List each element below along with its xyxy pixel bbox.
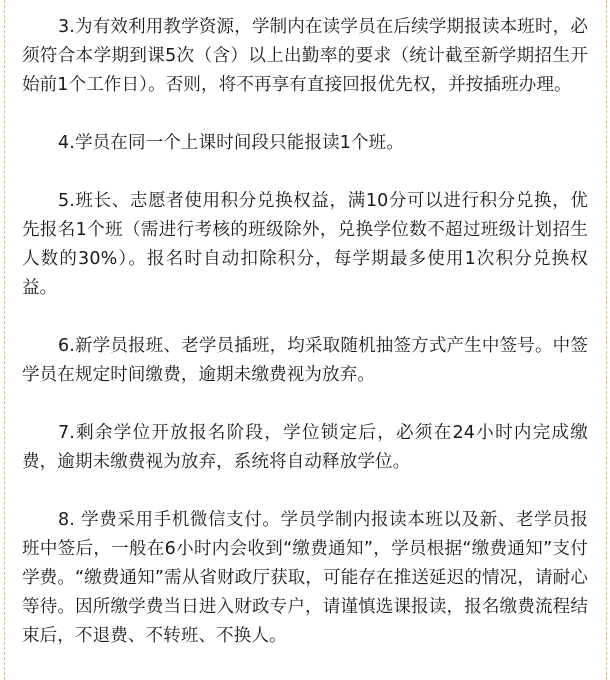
paragraph-spacer <box>22 477 588 506</box>
rule-paragraph-4: 4.学员在同一个上课时间段只能报读1个班。 <box>58 133 404 153</box>
rule-paragraph-5: 5.班长、志愿者使用积分兑换权益，满10分可以进行积分兑换，优先报名1个班（需进行考核的班级除外，兑换学位数不超过班级计划招生人数的30%）。报名时自动扣除积分，每学期最多使用1次积分兑换权益。 <box>22 191 588 298</box>
rule-paragraph-8: 8. 学费采用手机微信支付。学员学制内报读本班以及新、老学员报班中签后，一般在6小时内会收到“缴费通知”，学员根据“缴费通知”支付学费。“缴费通知”需从省财政厅获取，可能存在推送延迟的情况，请耐心等待。因所缴学费当日进入财政专户，请谨慎选课报读，报名缴费流程结束后，不退费、不转班、不换人。 <box>22 510 588 646</box>
paragraph-spacer <box>22 158 588 187</box>
paragraph-spacer <box>22 303 588 332</box>
paragraph-spacer <box>22 390 588 419</box>
rule-paragraph-3: 3.为有效利用教学资源，学制内在读学员在后续学期报读本班时，必须符合本学期到课5次（含）以上出勤率的要求（统计截至新学期招生开始前1个工作日）。否则，将不再享有直接回报优先权，并按插班办理。 <box>22 17 588 95</box>
paragraph-spacer <box>22 100 588 129</box>
rule-paragraph-7: 7.剩余学位开放报名阶段，学位锁定后，必须在24小时内完成缴费，逾期未缴费视为放弃，系统将自动释放学位。 <box>22 423 588 472</box>
rule-paragraph-6: 6.新学员报班、老学员插班，均采取随机抽签方式产生中签号。中签学员在规定时间缴费，逾期未缴费视为放弃。 <box>22 336 588 385</box>
